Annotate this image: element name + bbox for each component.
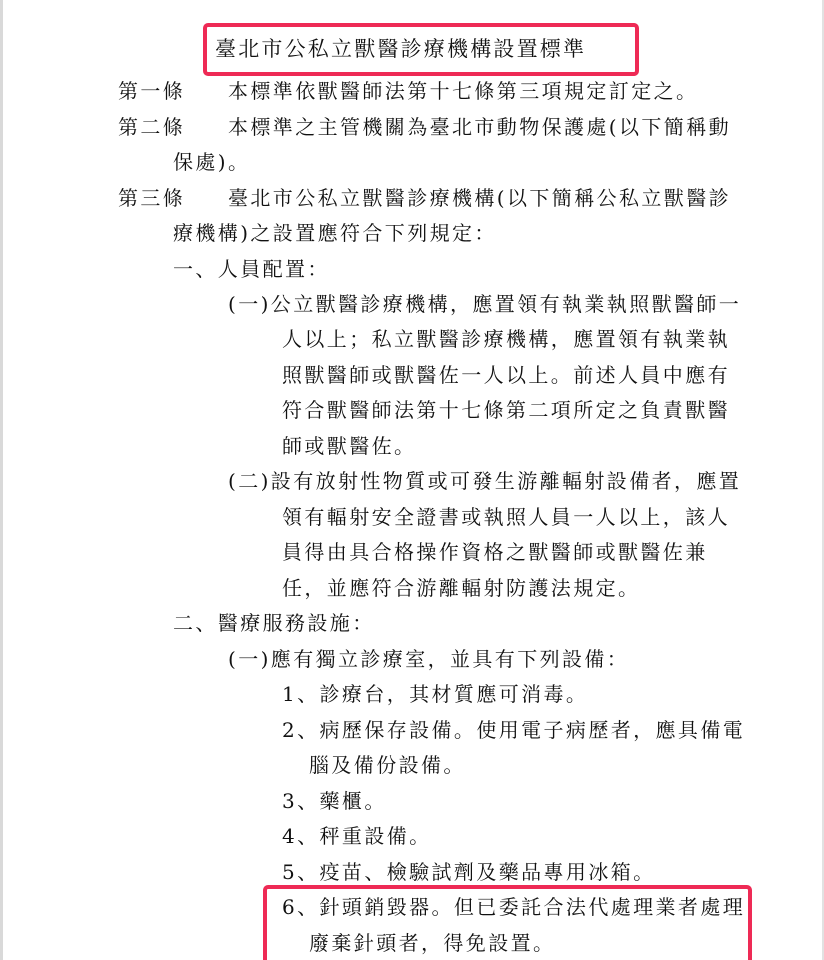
equipment-6-line1: 6、針頭銷毀器。但已委託合法代處理業者處理 <box>282 895 746 919</box>
document-title: 臺北市公私立獸醫診療機構設置標準 <box>215 37 587 61</box>
equipment-2-line2: 腦及備份設備。 <box>309 753 466 777</box>
section-1-item-1-line4: 符合獸醫師法第十七條第二項所定之負責獸醫 <box>282 398 730 422</box>
equipment-4: 4、秤重設備。 <box>282 824 432 848</box>
section-1-heading: 一、人員配置： <box>173 257 330 281</box>
article-1-label: 第一條 <box>118 79 186 103</box>
section-1-item-2-line1: (二)設有放射性物質或可發生游離輻射設備者，應置 <box>228 469 742 493</box>
article-1-text: 本標準依獸醫師法第十七條第三項規定訂定之。 <box>228 79 699 103</box>
section-2-item-1: (一)應有獨立診療室，並具有下列設備： <box>228 647 630 671</box>
section-1-item-1-line2: 人以上；私立獸醫診療機構，應置領有執業執 <box>282 327 730 351</box>
equipment-2-line1: 2、病歷保存設備。使用電子病歷者，應具備電 <box>282 718 746 742</box>
equipment-6-line2: 廢棄針頭者，得免設置。 <box>309 931 556 955</box>
article-2-label: 第二條 <box>118 115 186 139</box>
article-2-text-line1: 本標準之主管機關為臺北市動物保護處(以下簡稱動 <box>228 115 732 139</box>
article-3-text-line1: 臺北市公私立獸醫診療機構(以下簡稱公私立獸醫診 <box>228 186 732 210</box>
section-1-item-2-line3: 員得由具合格操作資格之獸醫師或獸醫佐兼 <box>282 540 708 564</box>
section-1-item-1-line3: 照獸醫師或獸醫佐一人以上。前述人員中應有 <box>282 363 730 387</box>
section-1-item-2-line4: 任，並應符合游離輻射防護法規定。 <box>282 576 641 600</box>
article-3-text-line2: 療機構)之設置應符合下列規定： <box>173 221 497 245</box>
section-1-item-2-line2: 領有輻射安全證書或執照人員一人以上，該人 <box>282 505 730 529</box>
section-1-item-1-line1: (一)公立獸醫診療機構，應置領有執業執照獸醫師一 <box>228 292 742 316</box>
equipment-1: 1、診療台，其材質應可消毒。 <box>282 682 589 706</box>
equipment-3: 3、藥櫃。 <box>282 789 387 813</box>
article-3-label: 第三條 <box>118 186 186 210</box>
section-1-item-1-line5: 師或獸醫佐。 <box>282 434 417 458</box>
article-2-text-line2: 保處)。 <box>173 150 251 174</box>
section-2-heading: 二、醫療服務設施： <box>173 611 375 635</box>
equipment-5: 5、疫苗、檢驗試劑及藥品專用冰箱。 <box>282 860 656 884</box>
